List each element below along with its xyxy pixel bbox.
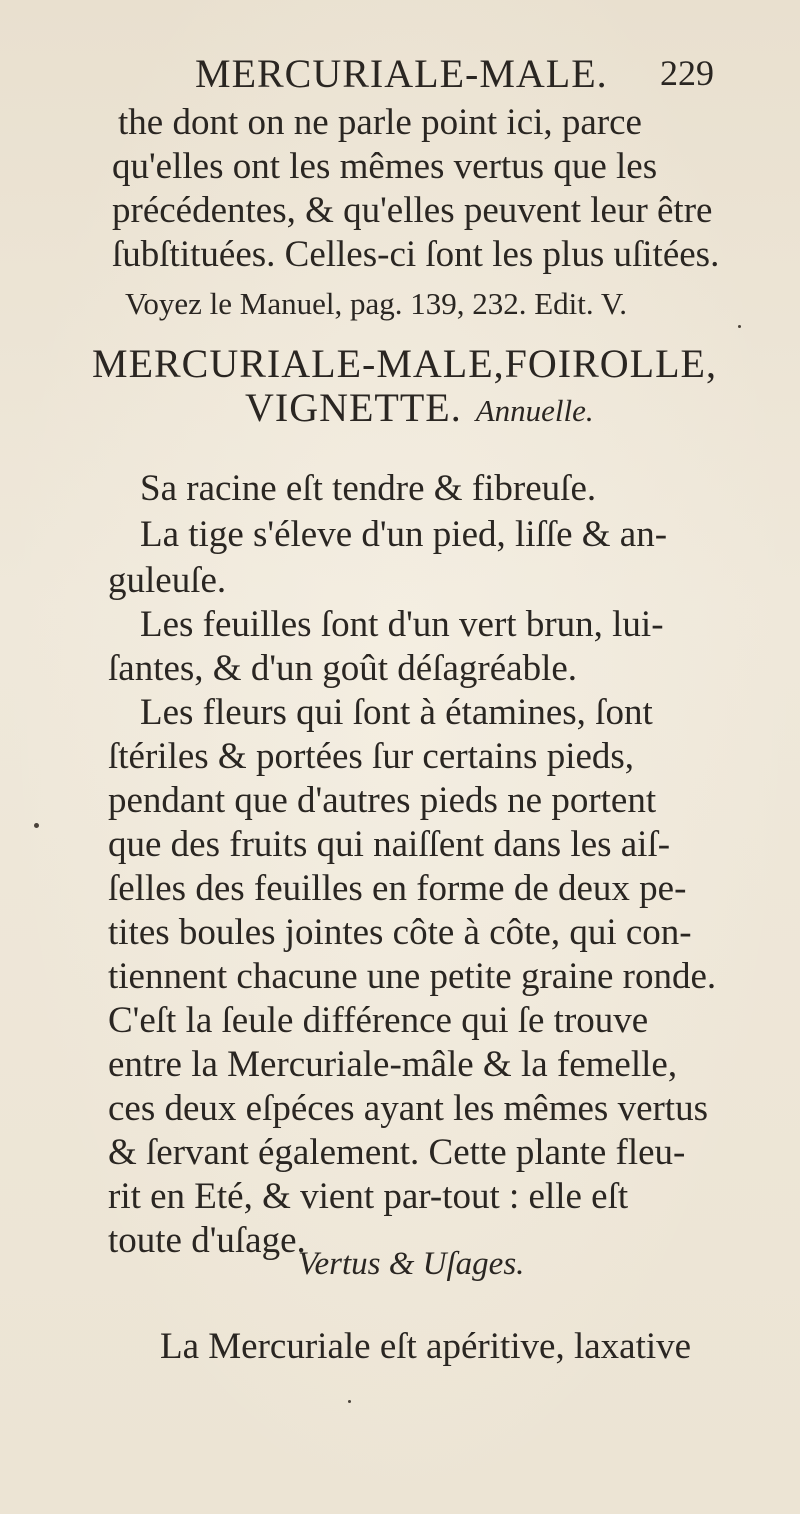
ink-speck [738,325,741,328]
text-line: tiennent chacune une petite graine ronde. [108,956,717,997]
text-line: ces deux eſpéces ayant les mêmes vertus [108,1088,708,1129]
text-line: toute d'uſage. [108,1220,306,1261]
text-line: rit en Eté, & vient par-tout : elle eſt [108,1176,629,1217]
text-line: La Mercuriale eſt apéritive, laxative [160,1326,692,1367]
text-line: & ſervant également. Cette plante fleu- [108,1132,686,1173]
text-line: qu'elles ont les mêmes vertus que les [112,146,658,187]
text-line: que des fruits qui naiſſent dans les aiſ- [108,824,671,865]
page-number: 229 [660,53,714,93]
text-line: ſantes, & d'un goût déſagréable. [108,648,578,689]
text-line: the dont on ne parle point ici, parce [118,102,642,143]
entry-heading-word: VIGNETTE. [245,385,462,430]
entry-subtitle: Annuelle. [475,393,594,428]
text-line: Sa racine eſt tendre & fibreuſe. [140,468,597,509]
running-head: MERCURIALE-MALE. [195,51,608,96]
section-title: Vertus & Uſages. [298,1246,525,1282]
reference-line: Voyez le Manuel, pag. 139, 232. Edit. V. [125,286,627,321]
entry-heading: MERCURIALE-MALE,FOIROLLE, [92,341,717,386]
text-line: ſtériles & portées ſur certains pieds, [108,736,635,777]
ink-speck [34,823,39,828]
text-line: tites boules jointes côte à côte, qui con- [108,912,692,953]
text-line: C'eſt la ſeule différence qui ſe trouve [108,1000,649,1041]
text-line: ſelles des feuilles en forme de deux pe- [108,868,687,909]
text-line: entre la Mercuriale-mâle & la femelle, [108,1044,678,1085]
entry-heading-second-line [245,384,594,431]
ink-speck [348,1400,351,1403]
text-line: Les fleurs qui ſont à étamines, ſont [140,692,653,733]
text-line: précédentes, & qu'elles peuvent leur être [112,190,713,231]
text-line: guleuſe. [108,560,227,601]
text-line: ſubſtituées. Celles-ci ſont les plus uſitées. [112,234,720,275]
text-line: Les feuilles ſont d'un vert brun, lui- [140,604,664,645]
text-line: La tige s'éleve d'un pied, liſſe & an- [140,514,668,555]
text-line: pendant que d'autres pieds ne portent [108,780,657,821]
